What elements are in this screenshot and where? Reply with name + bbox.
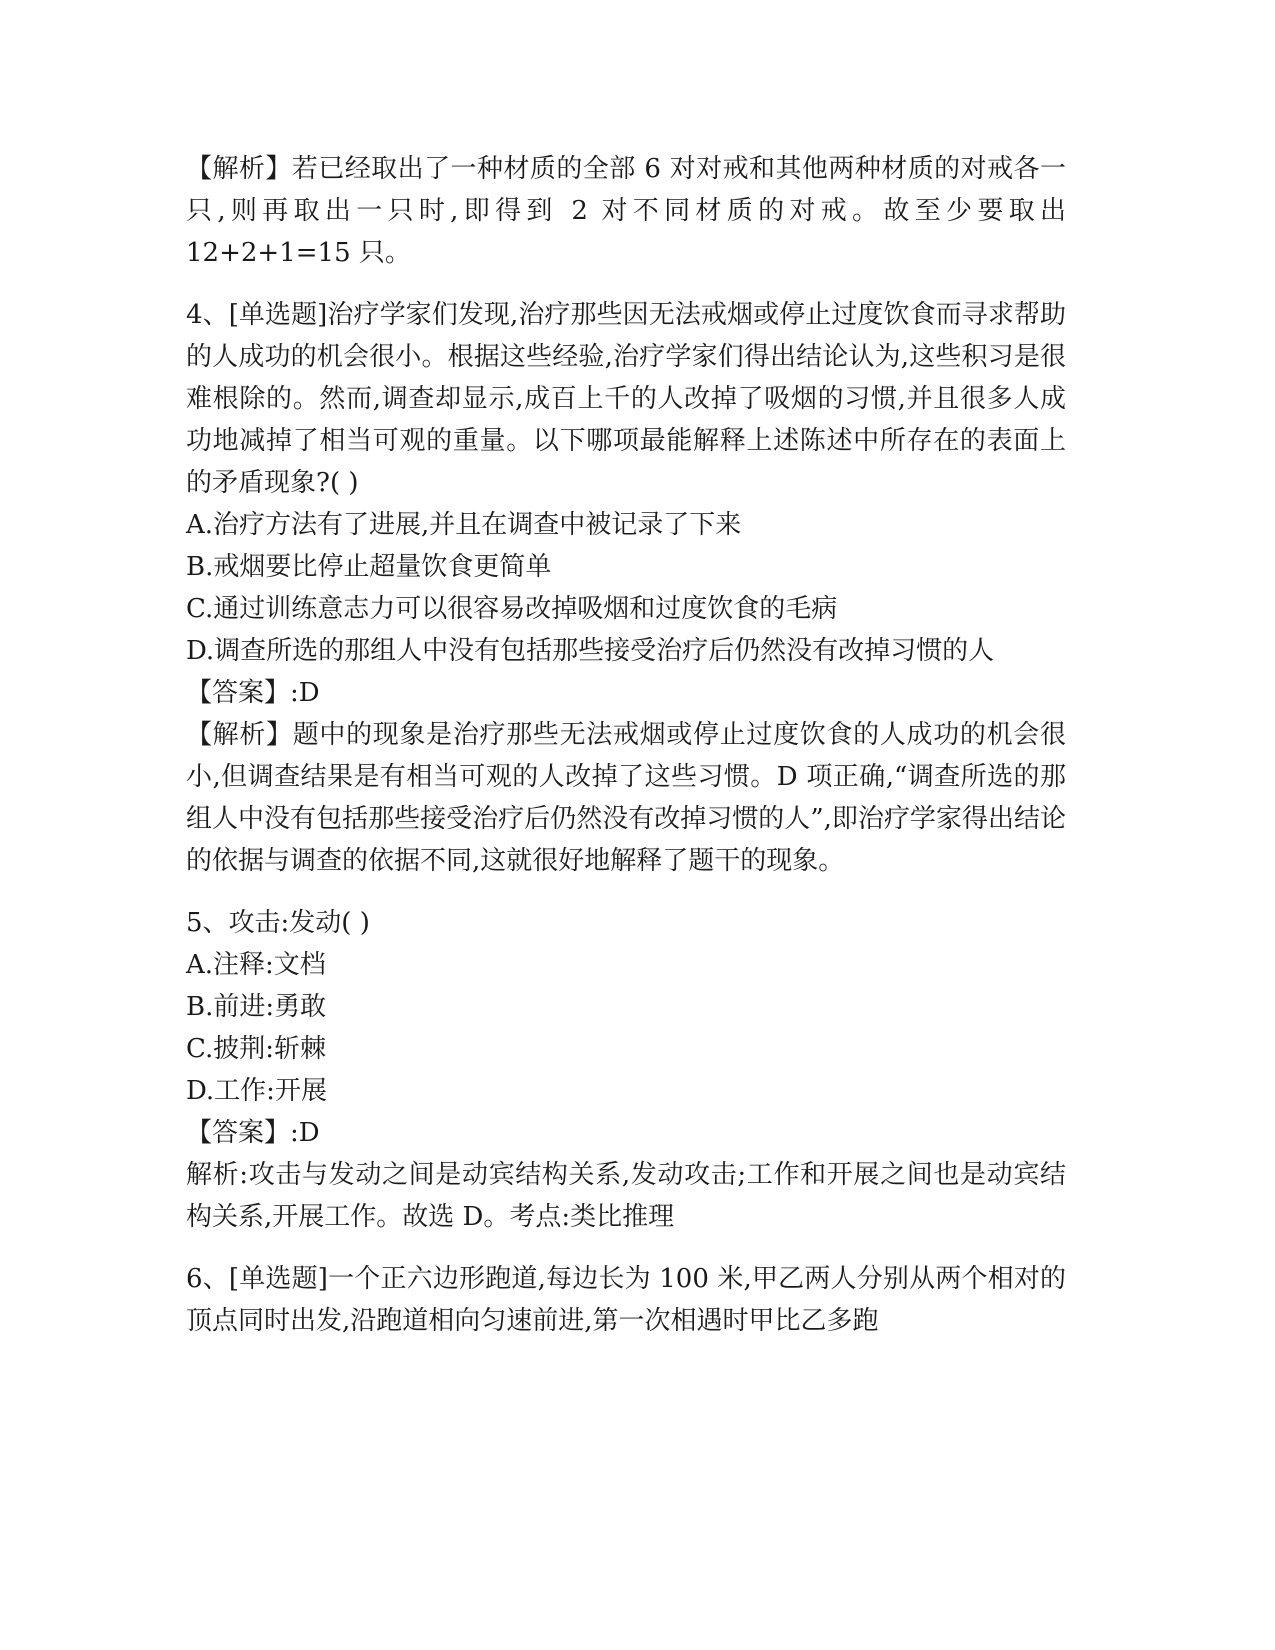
analysis-q3: 【解析】若已经取出了一种材质的全部 6 对对戒和其他两种材质的对戒各一只,则再取出一只时,即得到 2 对不同材质的对戒。故至少要取出 12+2+1=15 只。: [186, 154, 1066, 268]
q4-option-c: C.通过训练意志力可以很容易改掉吸烟和过度饮食的毛病: [186, 594, 838, 624]
q5-analysis: 解析:攻击与发动之间是动宾结构关系,发动攻击;工作和开展之间也是动宾结构关系,开展工作。故选 D。考点:类比推理: [186, 1160, 1066, 1232]
q5-option-a: A.注释:文档: [186, 950, 326, 980]
q5-option-d: D.工作:开展: [186, 1076, 327, 1106]
document-body: [186, 148, 1066, 1342]
q4-analysis: 【解析】题中的现象是治疗那些无法戒烟或停止过度饮食的人成功的机会很小,但调查结果是有相当可观的人改掉了这些习惯。D 项正确,“调查所选的那组人中没有包括那些接受治疗后仍然没有改掉习惯的人”,即治疗学家得出结论的依据与调查的依据不同,这就很好地解释了题干的现象。: [186, 720, 1066, 876]
q5-option-c: C.披荆:斩棘: [186, 1034, 326, 1064]
q5-answer: 【答案】:D: [186, 1118, 320, 1148]
q5-option-b: B.前进:勇敢: [186, 992, 327, 1022]
question-4-stem: 4、[单选题]治疗学家们发现,治疗那些因无法戒烟或停止过度饮食而寻求帮助的人成功的机会很小。根据这些经验,治疗学家们得出结论认为,这些积习是很难根除的。然而,调查却显示,成百上千的人改掉了吸烟的习惯,并且很多人成功地减掉了相当可观的重量。以下哪项最能解释上述陈述中所存在的表面上的矛盾现象?( ): [186, 300, 1066, 498]
q4-option-d: D.调查所选的那组人中没有包括那些接受治疗后仍然没有改掉习惯的人: [186, 636, 995, 666]
question-5-stem: 5、攻击:发动( ): [186, 908, 370, 938]
q4-answer: 【答案】:D: [186, 678, 320, 708]
question-6-stem: 6、[单选题]一个正六边形跑道,每边长为 100 米,甲乙两人分别从两个相对的顶点同时出发,沿跑道相向匀速前进,第一次相遇时甲比乙多跑: [186, 1264, 1066, 1336]
q4-option-b: B.戒烟要比停止超量饮食更简单: [186, 552, 552, 582]
q4-option-a: A.治疗方法有了进展,并且在调查中被记录了下来: [186, 510, 742, 540]
